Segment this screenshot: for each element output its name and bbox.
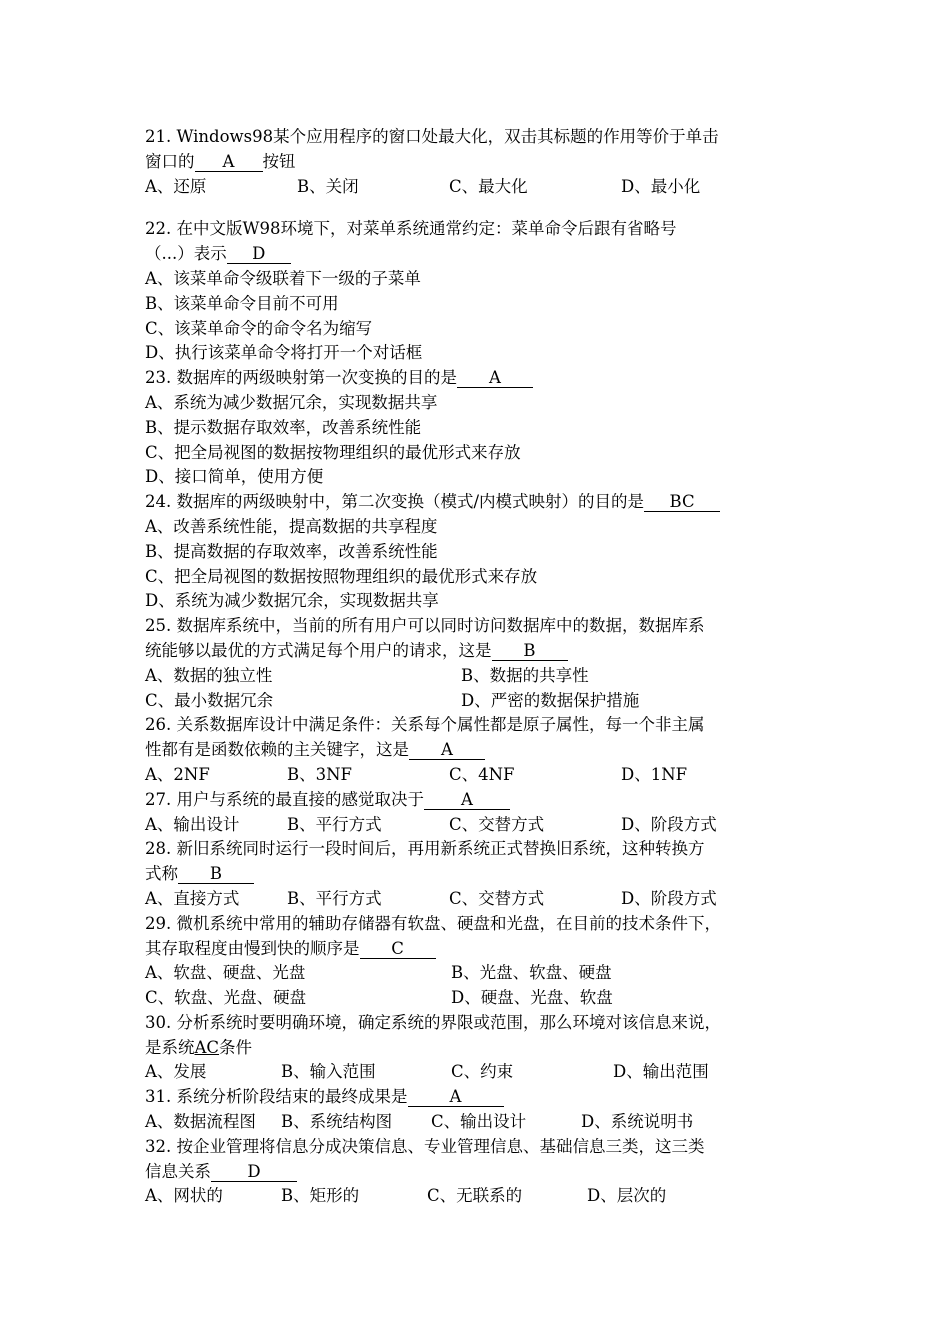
option-item: C、软盘、光盘、硬盘: [145, 988, 307, 1008]
option-item: B、提示数据存取效率，改善系统性能: [145, 417, 422, 437]
answer-blank: B: [178, 865, 254, 884]
question-stem: 24. 数据库的两级映射中，第二次变换（模式/内模式映射）的目的是: [145, 492, 645, 512]
option-item: D、系统说明书: [581, 1112, 694, 1132]
question-stem: 28. 新旧系统同时运行一段时间后，再用新系统正式替换旧系统，这种转换方: [145, 839, 705, 859]
question-stem: 30. 分析系统时要明确环境，确定系统的界限或范围，那么环境对该信息来说，: [145, 1012, 721, 1032]
option-item: D、输出范围: [613, 1062, 709, 1082]
answer-blank: AC: [194, 1037, 220, 1057]
answer-blank: B: [492, 642, 568, 661]
option-item: D、阶段方式: [621, 888, 717, 908]
question-stem: 窗口的: [145, 151, 195, 171]
option-item: C、无联系的: [427, 1186, 523, 1206]
option-row: [145, 813, 845, 838]
question-stem: 信息关系: [145, 1161, 211, 1181]
option-row: [145, 986, 845, 1011]
question-stem: （...）表示: [145, 244, 227, 264]
option-item: B、系统结构图: [281, 1112, 393, 1132]
question-21: [145, 125, 845, 199]
option-item: A、软盘、硬盘、光盘: [145, 963, 306, 983]
option-item: B、平行方式: [287, 814, 382, 834]
option-item: D、1NF: [621, 764, 688, 784]
answer-blank: A: [457, 369, 533, 388]
option-item: D、层次的: [587, 1186, 667, 1206]
question-stem: 是系统: [145, 1037, 195, 1057]
option-item: C、把全局视图的数据按物理组织的最优形式来存放: [145, 442, 521, 462]
option-row: [145, 1110, 845, 1135]
option-row: [145, 1060, 845, 1085]
question-28: [145, 837, 845, 911]
option-row: [145, 887, 845, 912]
option-item: A、还原: [145, 176, 207, 196]
option-item: C、输出设计: [431, 1112, 527, 1132]
question-stem: 23. 数据库的两级映射第一次变换的目的是: [145, 368, 457, 388]
option-item: C、交替方式: [449, 888, 545, 908]
option-item: D、阶段方式: [621, 814, 717, 834]
option-item: B、平行方式: [287, 888, 382, 908]
question-stem: 其存取程度由慢到快的顺序是: [145, 938, 360, 958]
question-30: [145, 1011, 845, 1085]
option-item: B、矩形的: [281, 1186, 360, 1206]
option-row: [145, 961, 845, 986]
question-24: [145, 490, 845, 614]
answer-blank: D: [211, 1163, 297, 1182]
option-item: A、发展: [145, 1062, 207, 1082]
question-32: [145, 1135, 845, 1209]
question-stem: 22. 在中文版W98环境下，对菜单系统通常约定：菜单命令后跟有省略号: [145, 219, 677, 239]
option-item: A、2NF: [145, 764, 210, 784]
option-row: [145, 1184, 845, 1209]
question-stem: 32. 按企业管理将信息分成决策信息、专业管理信息、基础信息三类，这三类: [145, 1136, 705, 1156]
answer-blank: D: [227, 245, 291, 264]
option-item: A、数据的独立性: [145, 665, 273, 685]
answer-blank: C: [360, 940, 436, 959]
option-item: D、接口简单，使用方便: [145, 467, 324, 487]
option-item: B、提高数据的存取效率，改善系统性能: [145, 541, 438, 561]
option-row: [145, 664, 845, 689]
option-item: C、约束: [451, 1062, 514, 1082]
option-item: B、3NF: [287, 764, 353, 784]
option-item: C、交替方式: [449, 814, 545, 834]
option-item: B、关闭: [297, 176, 359, 196]
option-item: A、改善系统性能，提高数据的共享程度: [145, 516, 438, 536]
question-stem: 性都有是函数依赖的主关键字，这是: [145, 740, 409, 760]
answer-blank: A: [408, 1088, 504, 1107]
question-stem: 26. 关系数据库设计中满足条件：关系每个属性都是原子属性，每一个非主属: [145, 715, 705, 735]
option-item: A、系统为减少数据冗余，实现数据共享: [145, 392, 438, 412]
option-item: A、网状的: [145, 1186, 223, 1206]
question-31: [145, 1085, 845, 1135]
option-item: D、系统为减少数据冗余，实现数据共享: [145, 591, 439, 611]
option-item: C、把全局视图的数据按照物理组织的最优形式来存放: [145, 566, 538, 586]
option-row: [145, 175, 845, 200]
question-25: [145, 614, 845, 713]
option-item: A、直接方式: [145, 888, 240, 908]
option-item: A、数据流程图: [145, 1112, 256, 1132]
question-27: [145, 788, 845, 838]
question-list: [145, 125, 845, 1209]
answer-blank: A: [424, 791, 510, 810]
option-item: C、该菜单命令的命令名为缩写: [145, 318, 373, 338]
option-item: D、硬盘、光盘、软盘: [451, 988, 613, 1008]
question-22: [145, 217, 845, 366]
answer-blank: A: [409, 741, 485, 760]
option-item: C、4NF: [449, 764, 515, 784]
option-item: D、执行该菜单命令将打开一个对话框: [145, 343, 423, 363]
option-item: C、最小数据冗余: [145, 690, 274, 710]
question-stem: 27. 用户与系统的最直接的感觉取决于: [145, 789, 424, 809]
option-item: A、输出设计: [145, 814, 240, 834]
question-stem: 统能够以最优的方式满足每个用户的请求，这是: [145, 640, 492, 660]
option-item: B、光盘、软盘、硬盘: [451, 963, 612, 983]
question-23: [145, 366, 845, 490]
question-stem: 25. 数据库系统中，当前的所有用户可以同时访问数据库中的数据，数据库系: [145, 616, 705, 636]
option-item: A、该菜单命令级联着下一级的子菜单: [145, 268, 421, 288]
question-26: [145, 713, 845, 787]
question-stem-suffix: 按钮: [262, 151, 296, 171]
option-item: B、该菜单命令目前不可用: [145, 293, 339, 313]
question-stem: 29. 微机系统中常用的辅助存储器有软盘、硬盘和光盘，在目前的技术条件下，: [145, 913, 721, 933]
option-item: B、数据的共享性: [461, 665, 589, 685]
question-stem-suffix: 条件: [219, 1037, 253, 1057]
question-stem: 21. Windows98某个应用程序的窗口处最大化，双击其标题的作用等价于单击: [145, 127, 719, 146]
option-item: B、输入范围: [281, 1062, 376, 1082]
answer-blank: A: [195, 153, 263, 172]
option-row: [145, 763, 845, 788]
question-stem: 31. 系统分析阶段结束的最终成果是: [145, 1087, 408, 1107]
option-item: D、严密的数据保护措施: [461, 690, 640, 710]
option-item: D、最小化: [621, 176, 701, 196]
question-29: [145, 912, 845, 1011]
option-row: [145, 689, 845, 714]
answer-blank: BC: [644, 493, 720, 512]
question-stem: 式称: [145, 864, 178, 884]
option-item: C、最大化: [449, 176, 528, 196]
